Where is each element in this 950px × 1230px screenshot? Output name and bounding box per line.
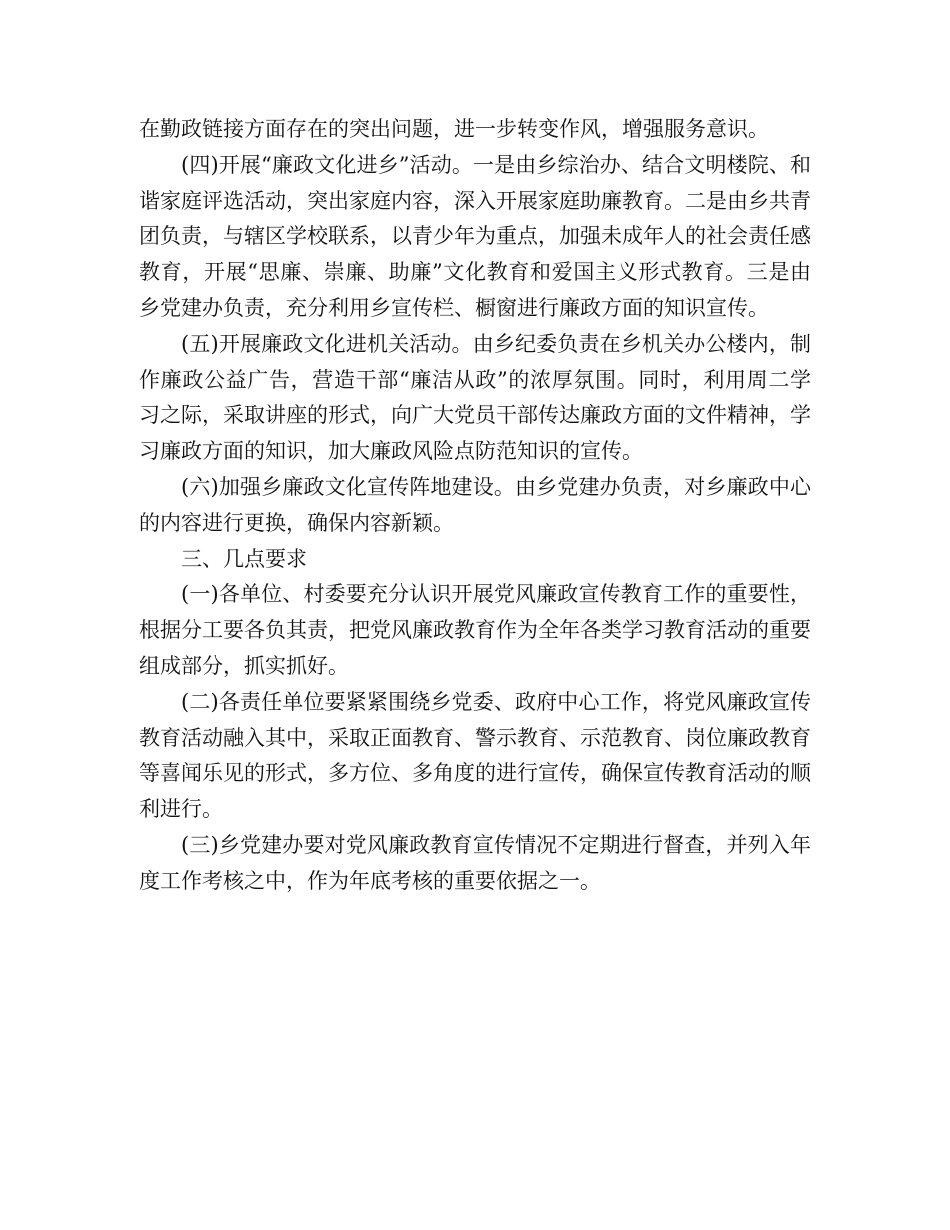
paragraph-requirement-3: (三)乡党建办要对党风廉政教育宣传情况不定期进行督查，并列入年度工作考核之中，作为年底考核的重要依据之一。	[139, 832, 811, 893]
document-body	[139, 112, 811, 900]
paragraph-requirement-2: (二)各责任单位要紧紧围绕乡党委、政府中心工作，将党风廉政宣传教育活动融入其中，采取正面教育、警示教育、示范教育、岗位廉政教育等喜闻乐见的形式，多方位、多角度的进行宣传，确保宣传教育活动的顺利进行。	[139, 689, 811, 822]
paragraph-continuation: 在勤政链接方面存在的突出问题，进一步转变作风，增强服务意识。	[139, 117, 769, 141]
section-heading-requirements: 三、几点要求	[181, 546, 307, 571]
paragraph-item-4: (四)开展“廉政文化进乡”活动。一是由乡综治办、结合文明楼院、和谐家庭评选活动，突出家庭内容，深入开展家庭助廉教育。二是由乡共青团负责，与辖区学校联系，以青少年为重点，加强未成年人的社会责任感教育，开展“思廉、崇廉、助廉”文化教育和爱国主义形式教育。三是由乡党建办负责，充分利用乡宣传栏、橱窗进行廉政方面的知识宣传。	[139, 152, 811, 320]
paragraph-requirement-1: (一)各单位、村委要充分认识开展党风廉政宣传教育工作的重要性，根据分工要各负其责，把党风廉政教育作为全年各类学习教育活动的重要组成部分，抓实抓好。	[139, 582, 811, 678]
paragraph-item-5: (五)开展廉政文化进机关活动。由乡纪委负责在乡机关办公楼内，制作廉政公益广告，营造干部“廉洁从政”的浓厚氛围。同时，利用周二学习之际，采取讲座的形式，向广大党员干部传达廉政方面的文件精神，学习廉政方面的知识，加大廉政风险点防范知识的宣传。	[139, 331, 811, 464]
paragraph-item-6: (六)加强乡廉政文化宣传阵地建设。由乡党建办负责，对乡廉政中心的内容进行更换，确保内容新颖。	[139, 474, 811, 535]
